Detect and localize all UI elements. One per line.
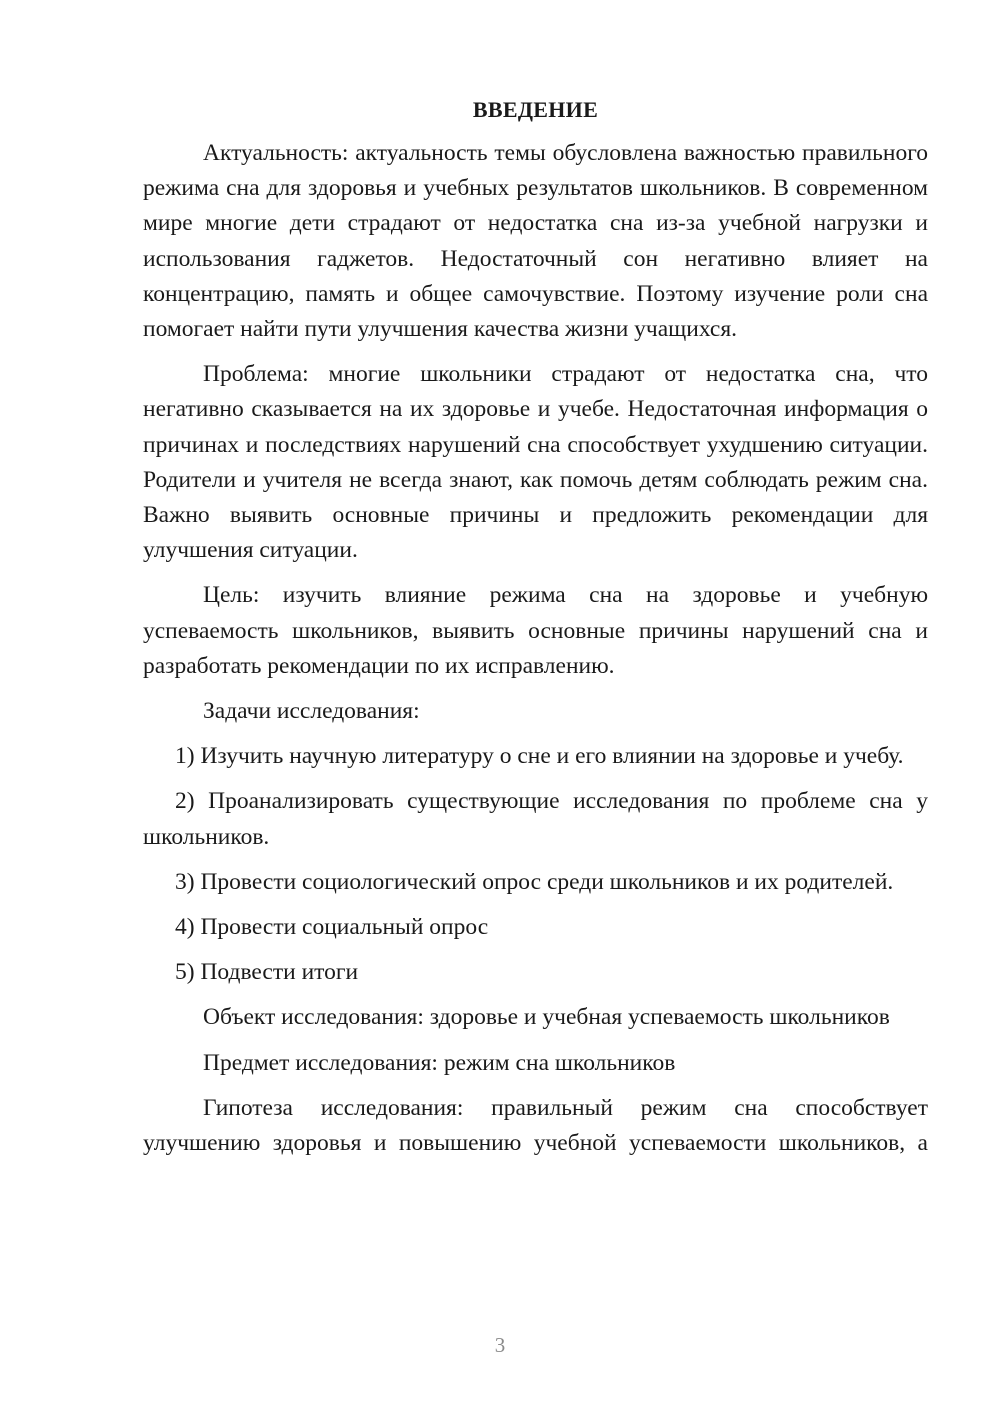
relevance-paragraph: Актуальность: актуальность темы обусловлена важностью правильного режима сна для здоровья и учебных результатов школьников. В современном мире многие дети страдают от недостатка сна из-за учебной нагрузки и использования гаджетов. Недостаточный сон негативно влияет на концентрацию, память и общее самочувствие. Поэтому изучение роли сна помогает найти пути улучшения качества жизни учащихся. <box>143 140 928 343</box>
task-item: 1) Изучить научную литературу о сне и его влиянии на здоровье и учебу. <box>175 743 904 770</box>
tasks-list <box>143 739 928 990</box>
task-item: 4) Провести социальный опрос <box>175 914 489 941</box>
problem-paragraph: Проблема: многие школьники страдают от недостатка сна, что негативно сказывается на их здоровье и учебе. Недостаточная информация о причинах и последствиях нарушений сна способствует ухудшению ситуации. Родители и учителя не всегда знают, как помочь детям соблюдать режим сна. Важно выявить основные причины и предложить рекомендации для улучшения ситуации. <box>143 361 928 564</box>
subject-paragraph: Предмет исследования: режим сна школьников <box>203 1049 676 1076</box>
page-title: ВВЕДЕНИЕ <box>472 97 599 122</box>
page-number: 3 <box>494 1333 506 1357</box>
object-paragraph: Объект исследования: здоровье и учебная успеваемость школьников <box>203 1004 890 1031</box>
task-item: 5) Подвести итоги <box>175 959 359 986</box>
task-item: 3) Провести социологический опрос среди школьников и их родителей. <box>175 868 894 895</box>
task-item: 2) Проанализировать существующие исследования по проблеме сна у школьников. <box>143 788 928 850</box>
tasks-heading: Задачи исследования: <box>203 698 420 725</box>
hypothesis-paragraph: Гипотеза исследования: правильный режим сна способствует улучшению здоровья и повышению учебной успеваемости школьников, а <box>143 1094 928 1157</box>
page-content <box>143 94 928 1171</box>
goal-paragraph: Цель: изучить влияние режима сна на здоровье и учебную успеваемость школьников, выявить основные причины нарушений сна и разработать рекомендации по их исправлению. <box>143 582 928 679</box>
